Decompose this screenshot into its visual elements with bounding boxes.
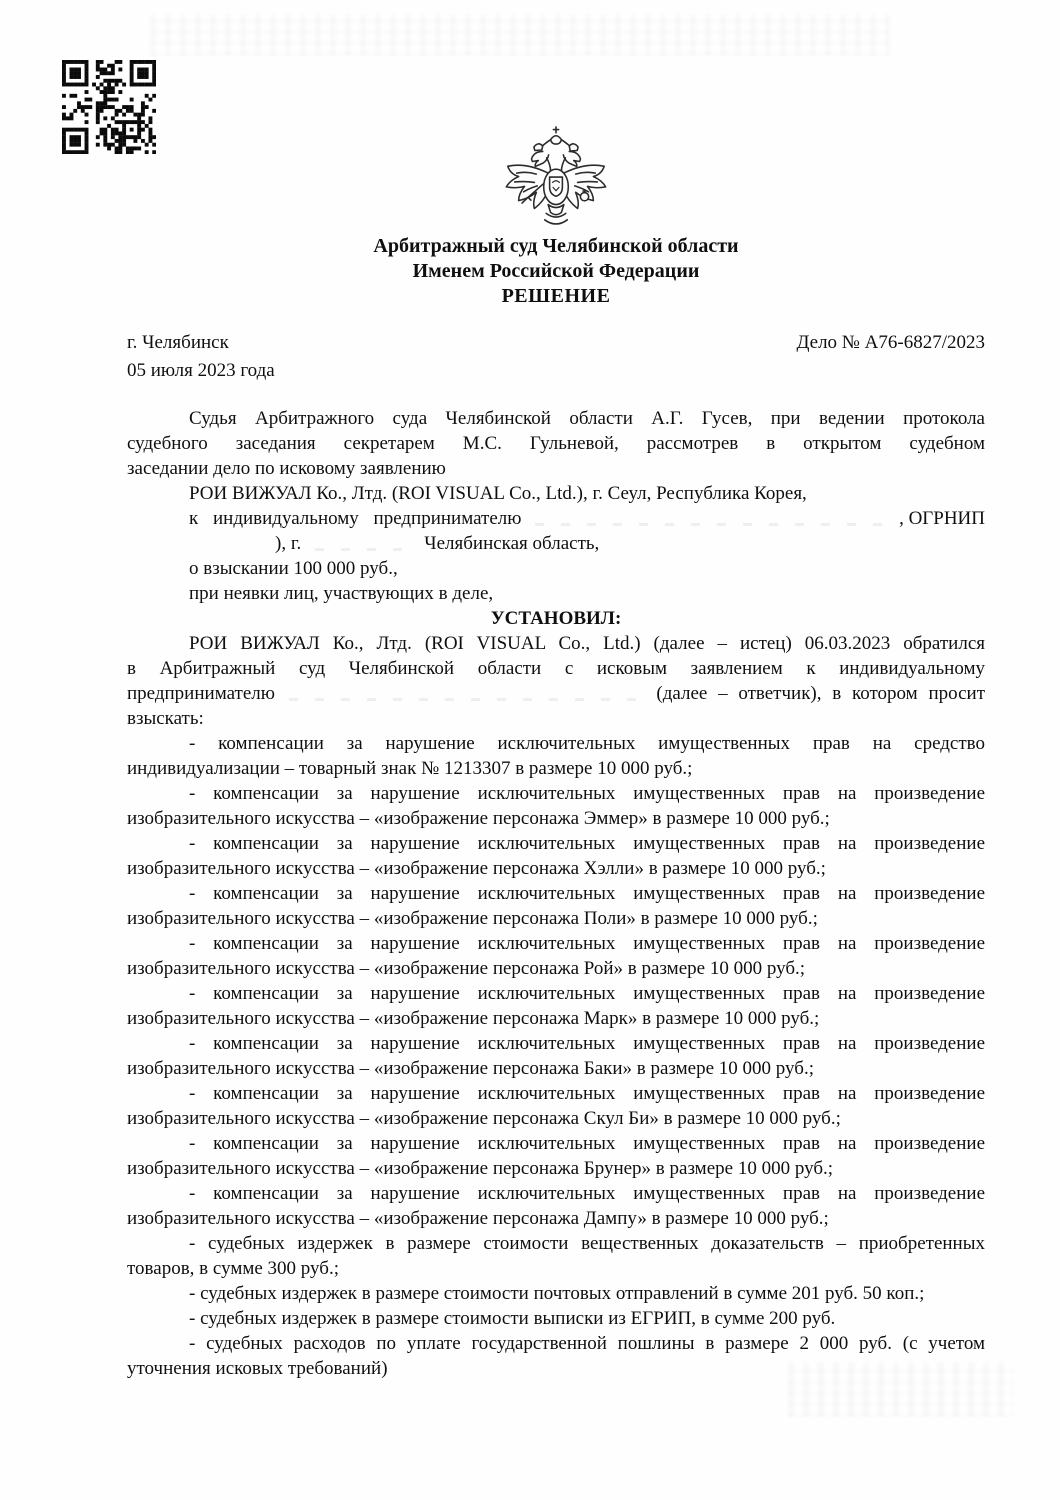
text-segment: , ОГРНИП — [899, 508, 985, 529]
text-segment: РОИ ВИЖУАЛ Ко., Лтд. (ROI VISUAL Co., Ltd.) (далее – истец) 06.03.2023 обратился — [189, 633, 985, 654]
case-meta — [127, 329, 985, 385]
document-line — [127, 931, 985, 956]
text-segment: Судья Арбитражного суда Челябинской области А.Г. Гусев, при ведении протокола — [189, 408, 985, 429]
text-segment: к индивидуальному предпринимателю — [189, 508, 522, 529]
text-segment: - судебных издержек в размере стоимости вещественных доказательств – приобретенных — [189, 1233, 985, 1254]
document-line — [127, 1206, 985, 1231]
document-line — [127, 1331, 985, 1356]
text-segment: - судебных расходов по уплате государственной пошлины в размере 2 000 руб. (с учетом — [189, 1333, 985, 1354]
text-segment: предпринимателю — [127, 683, 275, 704]
text-segment: - компенсации за нарушение исключительных имущественных прав на произведение — [189, 883, 985, 904]
text-segment: ), г. — [275, 533, 302, 554]
document-line — [127, 456, 985, 481]
document-line — [127, 706, 985, 731]
text-segment: при неявки лиц, участвующих в деле, — [189, 583, 494, 604]
text-segment: изобразительного искусства – «изображение персонажа Поли» в размере 10 000 руб.; — [127, 908, 818, 929]
document-line — [127, 681, 985, 706]
redacted-gap — [289, 698, 642, 701]
document-line — [127, 431, 985, 456]
text-segment: - компенсации за нарушение исключительных имущественных прав на произведение — [189, 1133, 985, 1154]
text-segment: уточнения исковых требований) — [127, 1358, 388, 1379]
document-type-title: РЕШЕНИЕ — [501, 285, 611, 307]
document-line — [127, 831, 985, 856]
redacted-gap — [315, 548, 410, 551]
text-segment: взыскать: — [127, 708, 204, 729]
decision-date: 05 июля 2023 года — [127, 360, 275, 381]
document-line — [127, 1356, 985, 1381]
document-line — [127, 631, 985, 656]
document-line — [127, 1231, 985, 1256]
document-line — [127, 1131, 985, 1156]
text-segment: УСТАНОВИЛ: — [490, 608, 622, 629]
text-segment: изобразительного искусства – «изображение персонажа Скул Би» в размере 10 000 руб.; — [127, 1108, 841, 1129]
text-segment: (далее – ответчик), в котором просит — [656, 683, 985, 704]
text-segment: изобразительного искусства – «изображение персонажа Дампу» в размере 10 000 руб.; — [127, 1208, 829, 1229]
text-segment: - компенсации за нарушение исключительных имущественных прав на произведение — [189, 933, 985, 954]
text-segment: - компенсации за нарушение исключительных имущественных прав на произведение — [189, 983, 985, 1004]
text-segment: изобразительного искусства – «изображение персонажа Баки» в размере 10 000 руб.; — [127, 1058, 814, 1079]
document-line — [127, 1081, 985, 1106]
text-segment: - судебных издержек в размере стоимости выписки из ЕГРИП, в сумме 200 руб. — [189, 1308, 836, 1329]
text-segment: - компенсации за нарушение исключительных имущественных прав на произведение — [189, 783, 985, 804]
text-segment: изобразительного искусства – «изображение персонажа Брунер» в размере 10 000 руб.; — [127, 1158, 834, 1179]
text-segment: изобразительного искусства – «изображение персонажа Рой» в размере 10 000 руб.; — [127, 958, 806, 979]
text-segment: - компенсации за нарушение исключительных имущественных прав на произведение — [189, 1083, 985, 1104]
document-line — [127, 756, 985, 781]
document-line — [127, 781, 985, 806]
text-segment: - компенсации за нарушение исключительных имущественных прав на произведение — [189, 833, 985, 854]
text-segment: изобразительного искусства – «изображение персонажа Хэлли» в размере 10 000 руб.; — [127, 858, 826, 879]
document-line — [127, 881, 985, 906]
court-name: Арбитражный суд Челябинской области — [373, 235, 739, 257]
text-segment: - компенсации за нарушение исключительных имущественных прав на средство — [189, 733, 985, 754]
text-segment: - компенсации за нарушение исключительных имущественных прав на произведение — [189, 1183, 985, 1204]
text-segment: Челябинская область, — [424, 533, 600, 554]
text-segment: судебного заседания секретарем М.С. Гульневой, рассмотрев в открытом судебном — [127, 433, 985, 454]
document-line — [127, 406, 985, 431]
document-line — [127, 531, 985, 556]
in-the-name-of-line: Именем Российской Федерации — [412, 260, 700, 282]
document-line — [127, 656, 985, 681]
document-line — [127, 1031, 985, 1056]
russian-coat-of-arms-icon — [497, 124, 615, 234]
document-line — [127, 1306, 985, 1331]
text-segment: заседании дело по исковому заявлению — [127, 458, 446, 479]
text-segment: индивидуализации – товарный знак № 1213307 в размере 10 000 руб.; — [127, 758, 693, 779]
document-line — [127, 856, 985, 881]
document-line — [127, 1056, 985, 1081]
document-line — [127, 581, 985, 606]
document-line — [127, 1256, 985, 1281]
text-segment: - судебных издержек в размере стоимости почтовых отправлений в сумме 201 руб. 50 коп.; — [189, 1283, 925, 1304]
document-line — [127, 731, 985, 756]
qr-code — [62, 60, 156, 154]
document-line — [127, 981, 985, 1006]
document-line — [127, 1181, 985, 1206]
document-line — [127, 506, 985, 531]
document-line — [127, 956, 985, 981]
text-segment: изобразительного искусства – «изображение персонажа Марк» в размере 10 000 руб.; — [127, 1008, 820, 1029]
document-line — [127, 1106, 985, 1131]
document-line — [127, 556, 985, 581]
document-line — [127, 481, 985, 506]
document-line — [127, 606, 985, 631]
text-segment: в Арбитражный суд Челябинской области с исковым заявлением к индивидуальному — [127, 658, 985, 679]
city-label: г. Челябинск — [127, 332, 229, 353]
text-segment: изобразительного искусства – «изображение персонажа Эммер» в размере 10 000 руб.; — [127, 808, 830, 829]
document-body — [127, 406, 985, 1381]
document-line — [127, 1006, 985, 1031]
text-segment: о взыскании 100 000 руб., — [189, 558, 398, 579]
document-line — [127, 906, 985, 931]
text-segment: - компенсации за нарушение исключительных имущественных прав на произведение — [189, 1033, 985, 1054]
document-line — [127, 1156, 985, 1181]
redacted-gap — [535, 523, 885, 526]
document-line — [127, 1281, 985, 1306]
document-line — [127, 806, 985, 831]
text-segment: РОИ ВИЖУАЛ Ко., Лтд. (ROI VISUAL Co., Ltd.), г. Сеул, Республика Корея, — [189, 483, 807, 504]
case-number: Дело № А76-6827/2023 — [796, 332, 985, 353]
text-segment: товаров, в сумме 300 руб.; — [127, 1258, 340, 1279]
